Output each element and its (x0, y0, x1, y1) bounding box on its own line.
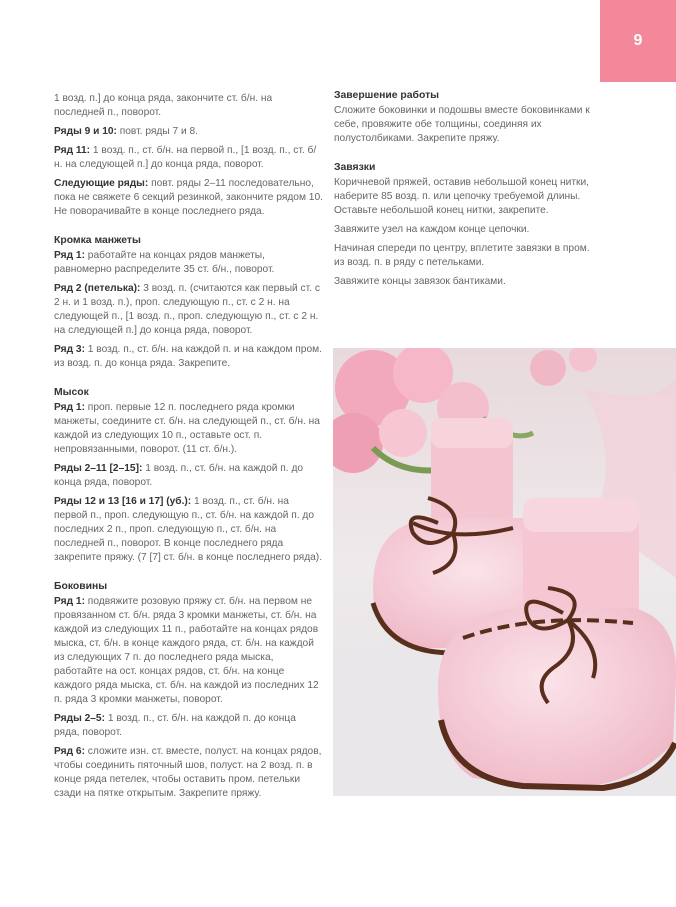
section-gap (334, 151, 600, 161)
paragraph (54, 125, 324, 139)
section-heading: Мысок (54, 387, 89, 398)
paragraph-text: подвяжите розовую пряжу ст. б/н. на первом не провязанном ст. б/н. ряда 3 кромки манжеты, ст. б/н. на каждой из следующих 11 п., работайте на концах рядов мыска, ст. б/н. в конце каждого ряда, ст. б/н. на каждой из следующих 7 п. до последнего ряда мыска, работайте на ост. концах рядов, ст. б/н. на конце каждого ряда мыска, ст. б/н. на каждой из последних 12 п. ряда 3 кромки манжеты, поворот. (54, 596, 319, 705)
paragraph-text: Начиная спереди по центру, вплетите завязки в пром. из возд. п. в ряду с петельками. (334, 243, 590, 268)
paragraph (54, 92, 324, 120)
section-heading: Завязки (334, 162, 376, 173)
paragraph (54, 745, 324, 801)
left-column (54, 92, 324, 806)
paragraph (54, 401, 324, 457)
paragraph-text: 1 возд. п.] до конца ряда, закончите ст. б/н. на последней п., поворот. (54, 93, 273, 118)
section-heading: Завершение работы (334, 90, 440, 101)
row-label: Ряд 2 (петелька): (54, 283, 141, 294)
row-label: Ряды 9 и 10: (54, 126, 117, 137)
paragraph (334, 223, 600, 237)
paragraph-text: сложите изн. ст. вместе, полуст. на концах рядов, чтобы соединить пяточный шов, полуст. на 2 возд. п. в конце ряда петелек, чтобы оставить пром. петельки сзади на пятке открытым. Закрепите пряжу. (54, 746, 322, 799)
paragraph (334, 104, 600, 146)
paragraph (54, 282, 324, 338)
paragraph-text: работайте на концах рядов манжеты, равномерно распределите 35 ст. б/н., поворот. (54, 250, 275, 275)
row-label: Ряд 3: (54, 344, 85, 355)
row-label: Ряд 1: (54, 402, 85, 413)
paragraph-text: 1 возд. п., ст. б/н. на каждой п. до конца ряда, поворот. (54, 463, 304, 488)
row-label: Ряд 6: (54, 746, 85, 757)
paragraph (54, 343, 324, 371)
row-label: Ряд 1: (54, 596, 85, 607)
paragraph (334, 176, 600, 218)
paragraph (334, 242, 600, 270)
section-gap (54, 570, 324, 580)
paragraph-text: повт. ряды 7 и 8. (116, 126, 198, 137)
paragraph-text: Завяжите узел на каждом конце цепочки. (334, 224, 530, 235)
row-label: Ряды 12 и 13 [16 и 17] (уб.): (54, 496, 192, 507)
page-number: 9 (633, 32, 643, 49)
section-heading: Боковины (54, 581, 108, 592)
paragraph (54, 495, 324, 565)
section-gap (54, 224, 324, 234)
paragraph-text: проп. первые 12 п. последнего ряда кромки манжеты, соедините ст. б/н. на следующей п., ст. б/н. на каждой из следующих 10 п., оставьте ост. п. непровязанными, поворот. (11 ст. б/н.). (54, 402, 320, 455)
paragraph-text: 1 возд. п., ст. б/н. на каждой п. до конца ряда, поворот. (54, 713, 296, 738)
row-label: Ряды 2–5: (54, 713, 105, 724)
paragraph (54, 144, 324, 172)
row-label: Следующие ряды: (54, 178, 149, 189)
section-gap (54, 376, 324, 386)
paragraph-text: 1 возд. п., ст. б/н. на первой п., [1 возд. п., ст. б/н. на следующей п.] до конца ряда, поворот. (54, 145, 317, 170)
paragraph (54, 595, 324, 707)
page-number-tab (600, 0, 676, 82)
paragraph-text: повт. ряды 2–11 последовательно, пока не свяжете 6 секций резинкой, закончите рядом 10. Не поворачивайте в конце последнего ряда. (54, 178, 323, 217)
paragraph-text: 1 возд. п., ст. б/н. на каждой п. и на каждом пром. из возд. п. до конца ряда. Закрепите. (54, 344, 322, 369)
paragraph-text: Коричневой пряжей, оставив небольшой конец нитки, наберите 85 возд. п. или цепочку требуемой длины. Оставьте небольшой конец нитки, закрепите. (334, 177, 590, 216)
paragraph-text: Завяжите концы завязок бантиками. (334, 276, 506, 287)
paragraph (54, 462, 324, 490)
booties-photo (333, 348, 676, 796)
row-label: Ряд 11: (54, 145, 91, 156)
right-column (334, 89, 600, 294)
paragraph-text: 3 возд. п. (считаются как первый ст. с 2 н. и 1 возд. п.), проп. следующую п., ст. с 2 н. на следующей п., [1 возд. п., проп. следующую п., ст. с 2 н. на следующей п.] до конца ряда, поворот. (54, 283, 320, 336)
paragraph (334, 275, 600, 289)
paragraph (54, 712, 324, 740)
paragraph-text: Сложите боковинки и подошвы вместе боковинками к себе, провяжите обе толщины, соединяя их полустолбиками. Закрепите пряжу. (334, 105, 590, 144)
paragraph (54, 249, 324, 277)
row-label: Ряд 1: (54, 250, 85, 261)
section-heading: Кромка манжеты (54, 235, 141, 246)
row-label: Ряды 2–11 [2–15]: (54, 463, 143, 474)
paragraph (54, 177, 324, 219)
paragraph-text: 1 возд. п., ст. б/н. на первой п., проп. следующую п., ст. б/н. на каждой п. до последних 2 п., проп. следующую п., ст. б/н. на последней п., поворот. В конце последнего ряда закрепите пряжу. (7 [7] ст. б/н. в конце последнего ряда). (54, 496, 323, 563)
